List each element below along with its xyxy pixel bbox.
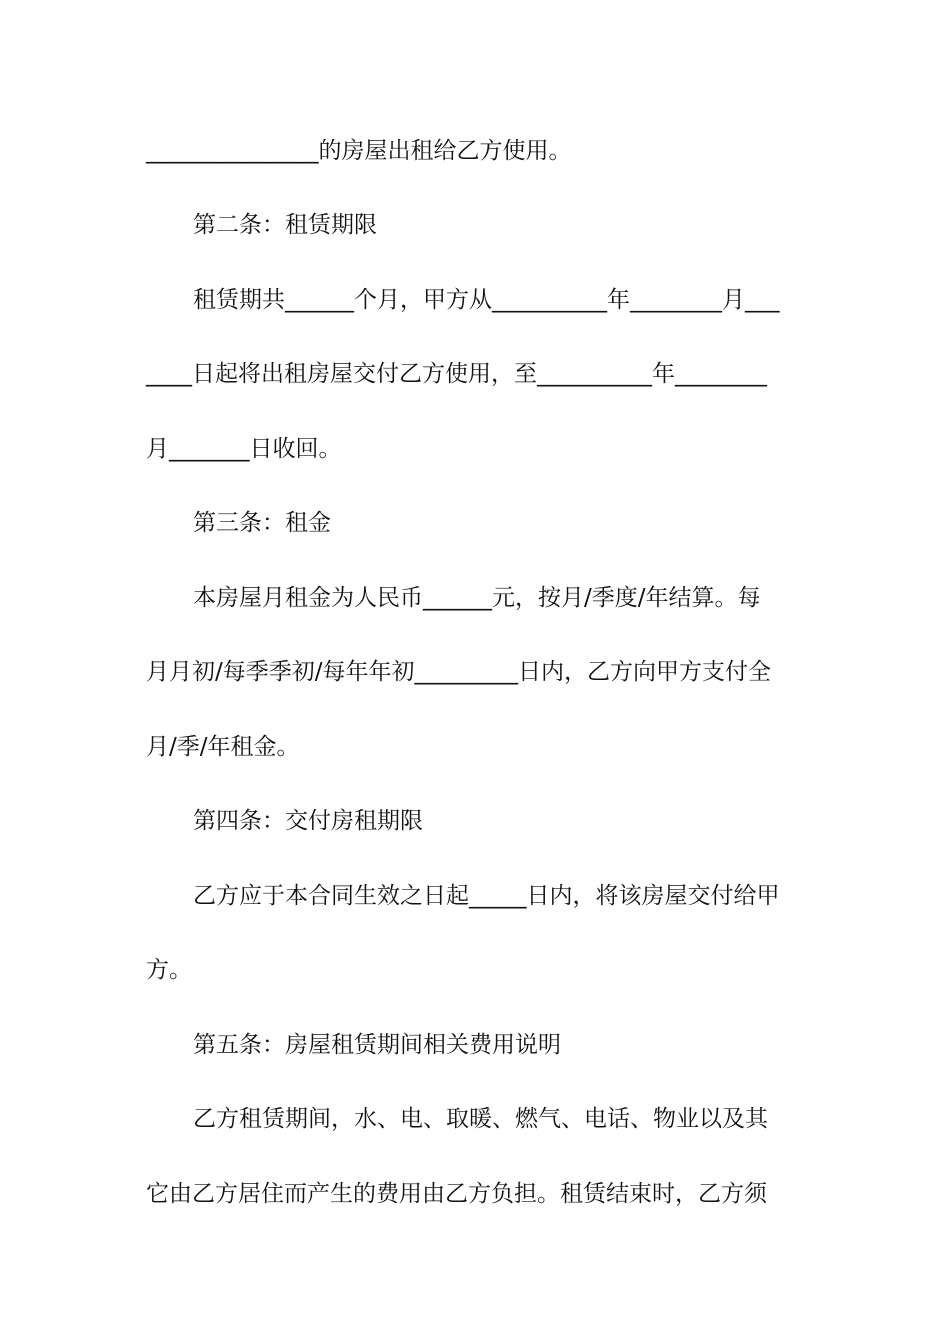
text-line-8: 月月初/每季季初/每年年初_________日内，乙方向甲方支付全 <box>146 659 771 685</box>
text-line-1: _______________的房屋出租给乙方使用。 <box>146 138 572 164</box>
text-line-4: ____日起将出租房屋交付乙方使用，至__________年________ <box>146 361 767 387</box>
text-line-3: 租赁期共______个月，甲方从__________年________月___ <box>193 287 780 313</box>
text-line-9: 月/季/年租金。 <box>146 734 300 760</box>
text-line-7: 本房屋月租金为人民币______元，按月/季度/年结算。每 <box>193 585 761 611</box>
text-line-15: 它由乙方居住而产生的费用由乙方负担。租赁结束时，乙方须 <box>146 1181 767 1207</box>
article-3-heading: 第三条：租金 <box>193 510 331 536</box>
article-2-heading: 第二条：租赁期限 <box>193 212 377 238</box>
text-line-5: 月_______日收回。 <box>146 436 342 462</box>
text-line-12: 方。 <box>146 957 192 983</box>
article-5-heading: 第五条：房屋租赁期间相关费用说明 <box>193 1032 561 1058</box>
text-line-14: 乙方租赁期间，水、电、取暖、燃气、电话、物业以及其 <box>193 1106 768 1132</box>
text-line-11: 乙方应于本合同生效之日起_____日内，将该房屋交付给甲 <box>193 883 780 909</box>
article-4-heading: 第四条：交付房租期限 <box>193 808 423 834</box>
